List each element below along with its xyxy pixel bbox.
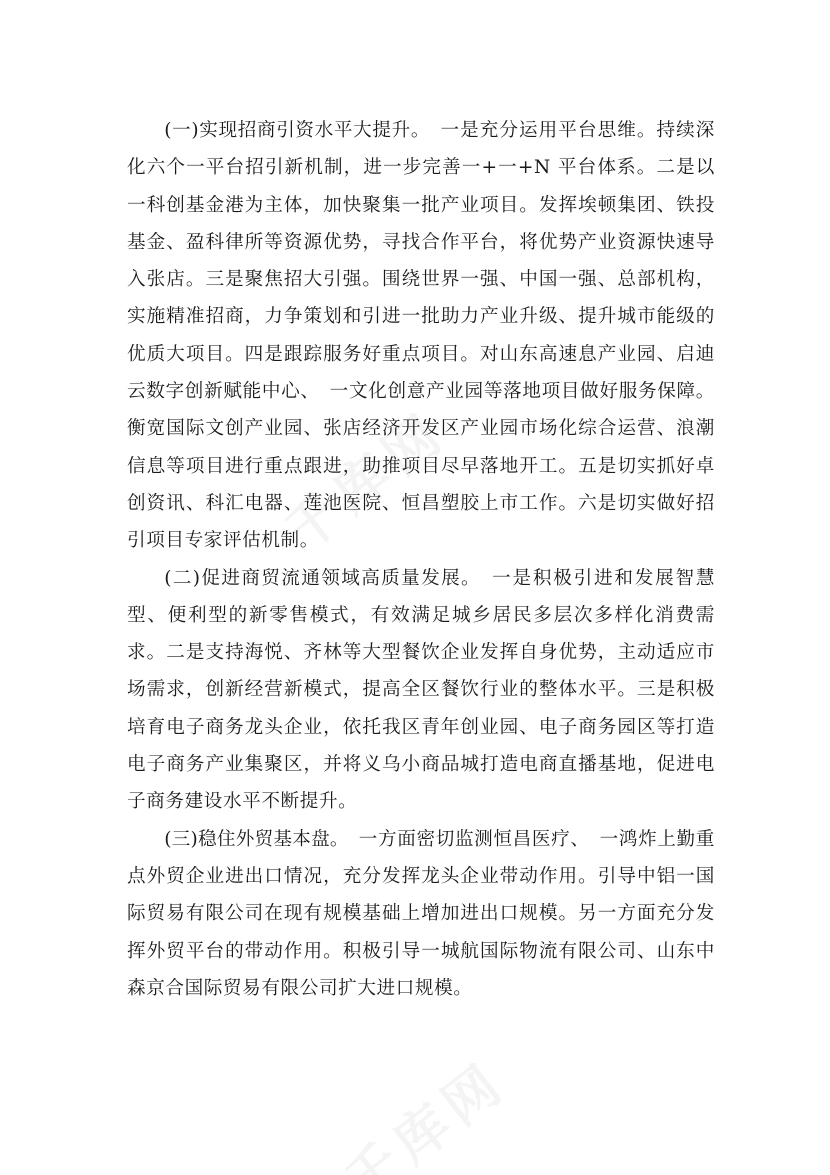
paragraph-section-3 bbox=[127, 821, 715, 1007]
watermark bbox=[326, 1041, 520, 1175]
paragraph-section-1 bbox=[127, 112, 715, 560]
section-heading: (二)促进商贸流通领域高质量发展。 bbox=[164, 567, 472, 589]
section-body: 一是积极引进和发展智慧型、便利型的新零售模式，有效满足城乡居民多层次多样化消费需求。二是支持海悦、齐林等大型餐饮企业发挥自身优势，主动适应市场需求，创新经营新模式，提高全区餐饮行业的整体水平。三是积极培育电子商务龙头企业，依托我区青年创业园、电子商务园区等打造电子商务产业集聚区，并将义乌小商品城打造电商直播基地，促进电子商务建设水平不断提升。 bbox=[127, 567, 716, 813]
section-heading: (三)稳住外贸基本盘。 bbox=[164, 828, 340, 850]
document-body bbox=[127, 112, 715, 1007]
section-heading: (一)实现招商引资水平大提升。 bbox=[164, 120, 421, 141]
section-body: 一是充分运用平台思维。持续深化六个一平台招引新机制，进一步完善一+一+N 平台体系。二是以一科创基金港为主体，加快聚集一批产业项目。发挥埃顿集团、铁投基金、盈科律所等资源优势，寻找合作平台，将优势产业资源快速导入张店。三是聚焦招大引强。围绕世界一强、中国一强、总部机构，实施精准招商，力争策划和引进一批助力产业升级、提升城市能级的优质大项目。四是跟踪服务好重点项目。对山东高速息产业园、启迪云数字创新赋能中心、 一文化创意产业园等落地项目做好服务保障。衡宽国际文创产业园、张店经济开发区产业园市场化综合运营、浪潮信息等项目进行重点跟进，助推项目尽早落地开工。五是切实抓好卓创资讯、科汇电器、莲池医院、恒昌塑胶上市工作。六是切实做好招引项目专家评估机制。 bbox=[127, 120, 715, 552]
paragraph-section-2 bbox=[127, 560, 715, 821]
section-body: 一方面密切监测恒昌医疗、 一鸿炸上勤重点外贸企业进出口情况，充分发挥龙头企业带动作用。引导中铝一国际贸易有限公司在现有规模基础上增加进出口规模。另一方面充分发挥外贸平台的带动作用。积极引导一城航国际物流有限公司、山东中森京合国际贸易有限公司扩大进口规模。 bbox=[127, 828, 715, 999]
